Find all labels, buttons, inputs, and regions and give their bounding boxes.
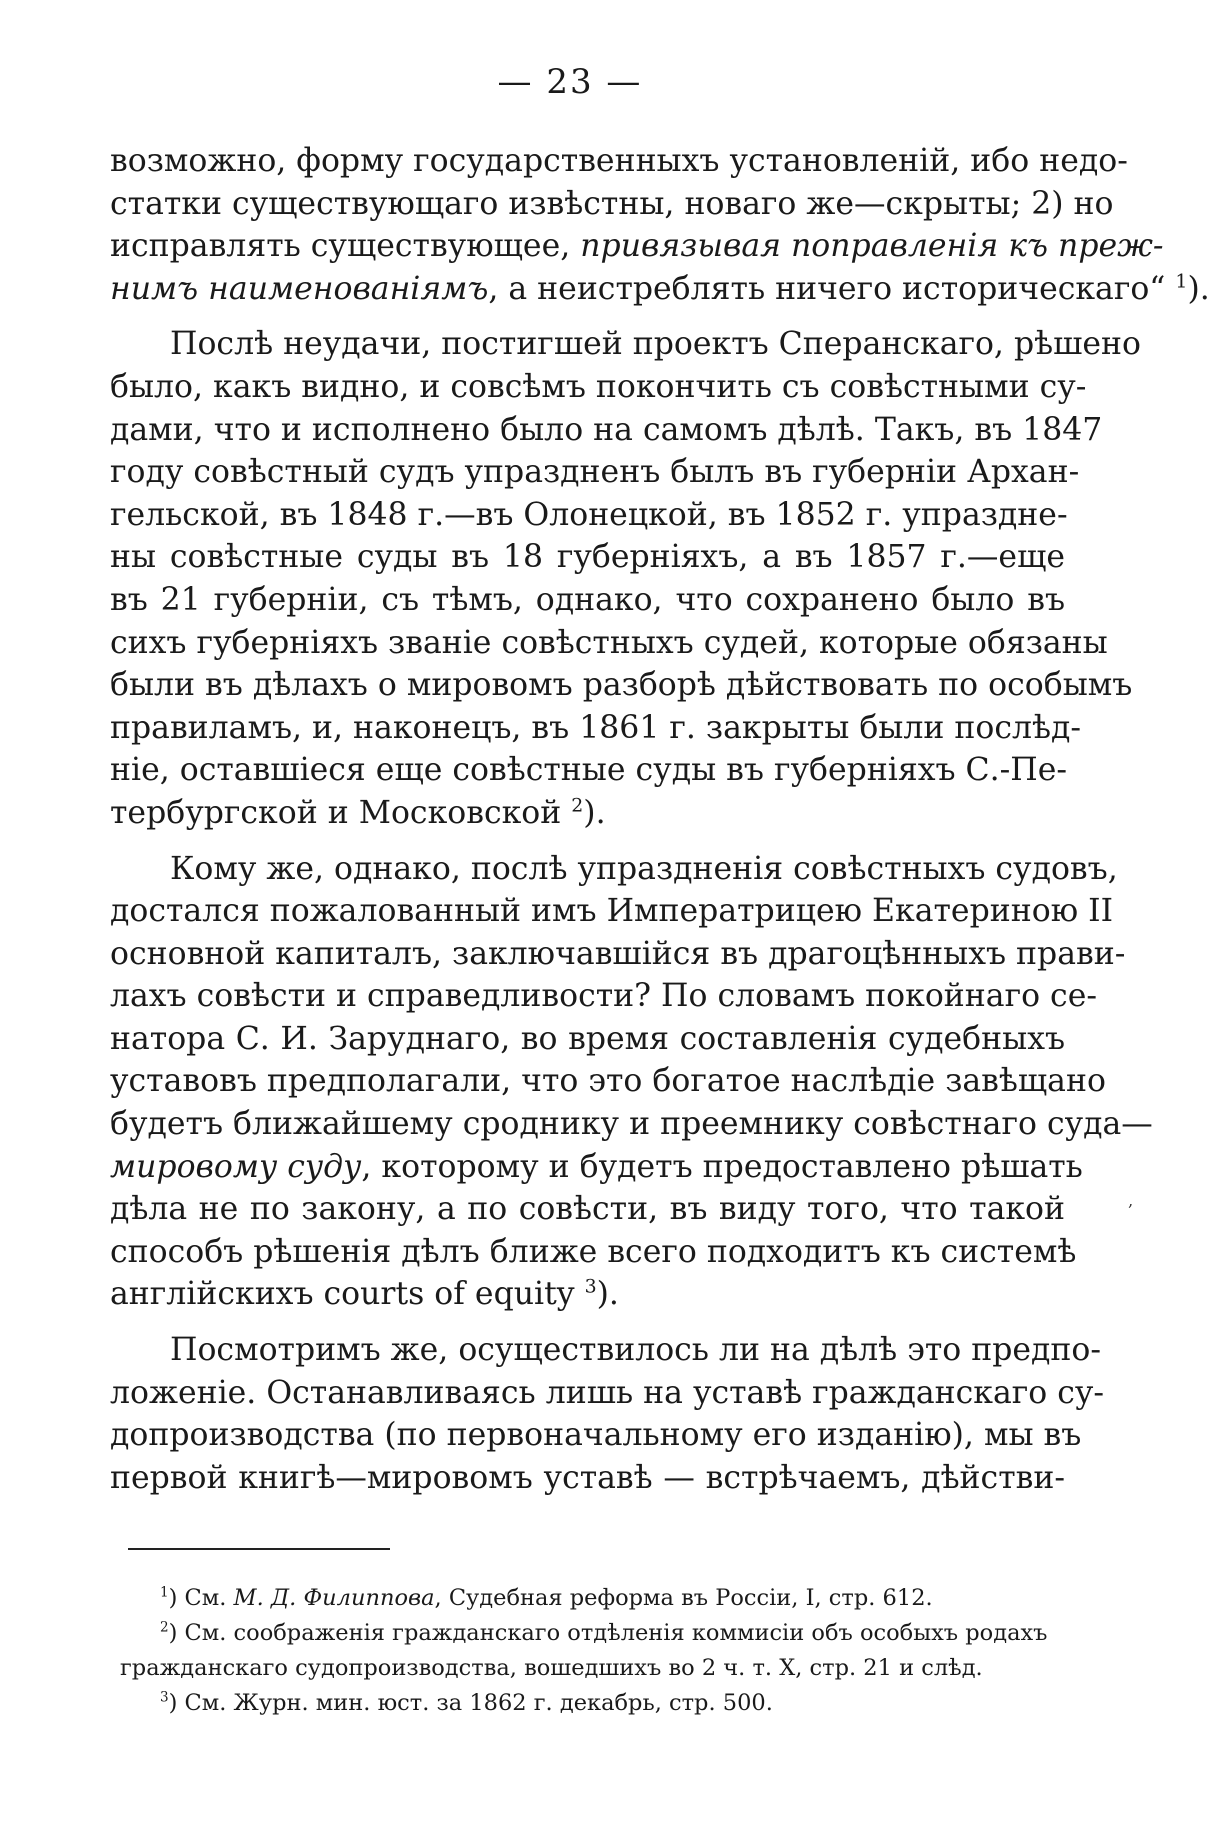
italic-fragment: мировому суду	[110, 1148, 362, 1185]
text-line: Послѣ неудачи, постигшей проектъ Сперанскаго, рѣшено	[170, 326, 1142, 363]
text-line: лахъ совѣсти и справедливости? По словамъ покойнаго се-	[110, 978, 1097, 1015]
page-number-header: — 23 —	[497, 62, 643, 102]
footnote-2	[120, 1616, 1065, 1651]
paragraph-3	[110, 848, 1153, 1317]
footnote-ref-1: 1	[1175, 270, 1188, 293]
footnote-2-continued: гражданскаго судопроизводства, вошедшихъ во 2 ч. т. X, стр. 21 и слѣд.	[120, 1655, 983, 1681]
text-fragment: исправлять существующее,	[110, 228, 581, 265]
text-line: ніе, оставшіеся еще совѣстные суды въ губерніяхъ С.-Пе-	[110, 752, 1068, 789]
footnote-1	[120, 1581, 1065, 1616]
text-line	[110, 1273, 1065, 1316]
text-line: статки существующаго извѣстны, новаго же—скрыты; 2) но	[110, 185, 1114, 222]
text-fragment: тербургской и Московской	[110, 794, 572, 831]
paragraph-2	[110, 323, 1142, 834]
text-line: первой книгѣ—мировомъ уставѣ — встрѣчаемъ, дѣйстви-	[110, 1459, 1065, 1496]
text-line: гельской, въ 1848 г.—въ Олонецкой, въ 1852 г. упраздне-	[110, 496, 1068, 533]
footnote-ref-3: 3	[584, 1275, 597, 1298]
footnote-mark: 3	[160, 1689, 169, 1706]
italic-fragment: нимъ наименованіямъ	[110, 270, 489, 307]
text-line: сихъ губерніяхъ званіе совѣстныхъ судей, которые обязаны	[110, 624, 1108, 661]
text-fragment: ).	[583, 794, 606, 831]
text-fragment: , а неистреблять ничего историческаго“	[488, 270, 1176, 307]
footnote-text: ) См.	[168, 1585, 234, 1611]
text-line: Кому же, однако, послѣ упраздненія совѣстныхъ судовъ,	[170, 850, 1118, 887]
paragraph-1	[110, 140, 1210, 310]
text-line: возможно, форму государственныхъ установленій, ибо недо-	[110, 143, 1128, 179]
text-line: будетъ ближайшему сроднику и преемнику совѣстнаго суда—	[110, 1106, 1153, 1143]
text-fragment: англійскихъ courts of equity	[110, 1276, 585, 1313]
text-line: въ 21 губерніи, съ тѣмъ, однако, что сохранено было въ	[110, 581, 1065, 618]
footnote-mark: 1	[160, 1584, 169, 1601]
text-line: Посмотримъ же, осуществилось ли на дѣлѣ это предпо-	[170, 1332, 1102, 1369]
text-line: уставовъ предполагали, что это богатое наслѣдіе завѣщано	[110, 1063, 1106, 1100]
text-line: дами, что и исполнено было на самомъ дѣлѣ. Такъ, въ 1847	[110, 411, 1103, 448]
body-text	[110, 140, 1210, 1499]
text-line: было, какъ видно, и совсѣмъ покончить съ совѣстными су-	[110, 368, 1087, 405]
text-line	[110, 225, 1164, 268]
footnote-author: М. Д. Филиппова	[233, 1585, 435, 1611]
text-line: натора С. И. Заруднаго, во время составленія судебныхъ	[110, 1020, 1065, 1057]
margin-speck: ‚	[1128, 1191, 1134, 1210]
text-line: году совѣстный судъ упраздненъ былъ въ губерніи Архан-	[110, 454, 1080, 491]
text-line	[110, 792, 1065, 835]
text-line: способъ рѣшенія дѣлъ ближе всего подходитъ къ системѣ	[110, 1233, 1077, 1270]
text-line	[110, 268, 1210, 311]
text-fragment: , которому и будетъ предоставлено рѣшать	[361, 1148, 1083, 1185]
footnote-ref-2: 2	[571, 794, 584, 817]
text-fragment: ).	[596, 1276, 619, 1313]
footnote-mark: 2	[160, 1619, 169, 1636]
text-line: допроизводства (по первоначальному его изданію), мы въ	[110, 1417, 1082, 1454]
footnotes	[120, 1581, 1065, 1721]
footnote-text: , Судебная реформа въ Россіи, I, стр. 612.	[434, 1585, 933, 1611]
text-line: дѣла не по закону, а по совѣсти, въ виду того, что такой	[110, 1191, 1065, 1228]
footnote-3	[120, 1686, 1065, 1721]
paragraph-4	[110, 1329, 1105, 1499]
text-line: правиламъ, и, наконецъ, въ 1861 г. закрыты были послѣд-	[110, 709, 1082, 746]
text-line: основной капиталъ, заключавшійся въ драгоцѣнныхъ прави-	[110, 935, 1126, 972]
italic-fragment: привязывая поправленія къ преж-	[580, 228, 1164, 265]
text-line	[110, 1146, 1083, 1189]
footnote-separator	[128, 1548, 390, 1550]
text-line: были въ дѣлахъ о мировомъ разборѣ дѣйствовать по особымъ	[110, 667, 1133, 704]
text-line: ны совѣстные суды въ 18 губерніяхъ, а въ 1857 г.—еще	[110, 539, 1065, 576]
text-line: достался пожалованный имъ Императрицею Екатериною II	[110, 893, 1114, 930]
text-line: ложеніе. Останавливаясь лишь на уставѣ гражданскаго су-	[110, 1374, 1105, 1411]
footnote-text: ) См. соображенія гражданскаго отдѣленія коммисіи объ особыхъ родахъ	[168, 1620, 1048, 1646]
footnote-text: ) См. Журн. мин. юст. за 1862 г. декабрь, стр. 500.	[168, 1690, 773, 1716]
text-fragment: ).	[1187, 270, 1210, 307]
